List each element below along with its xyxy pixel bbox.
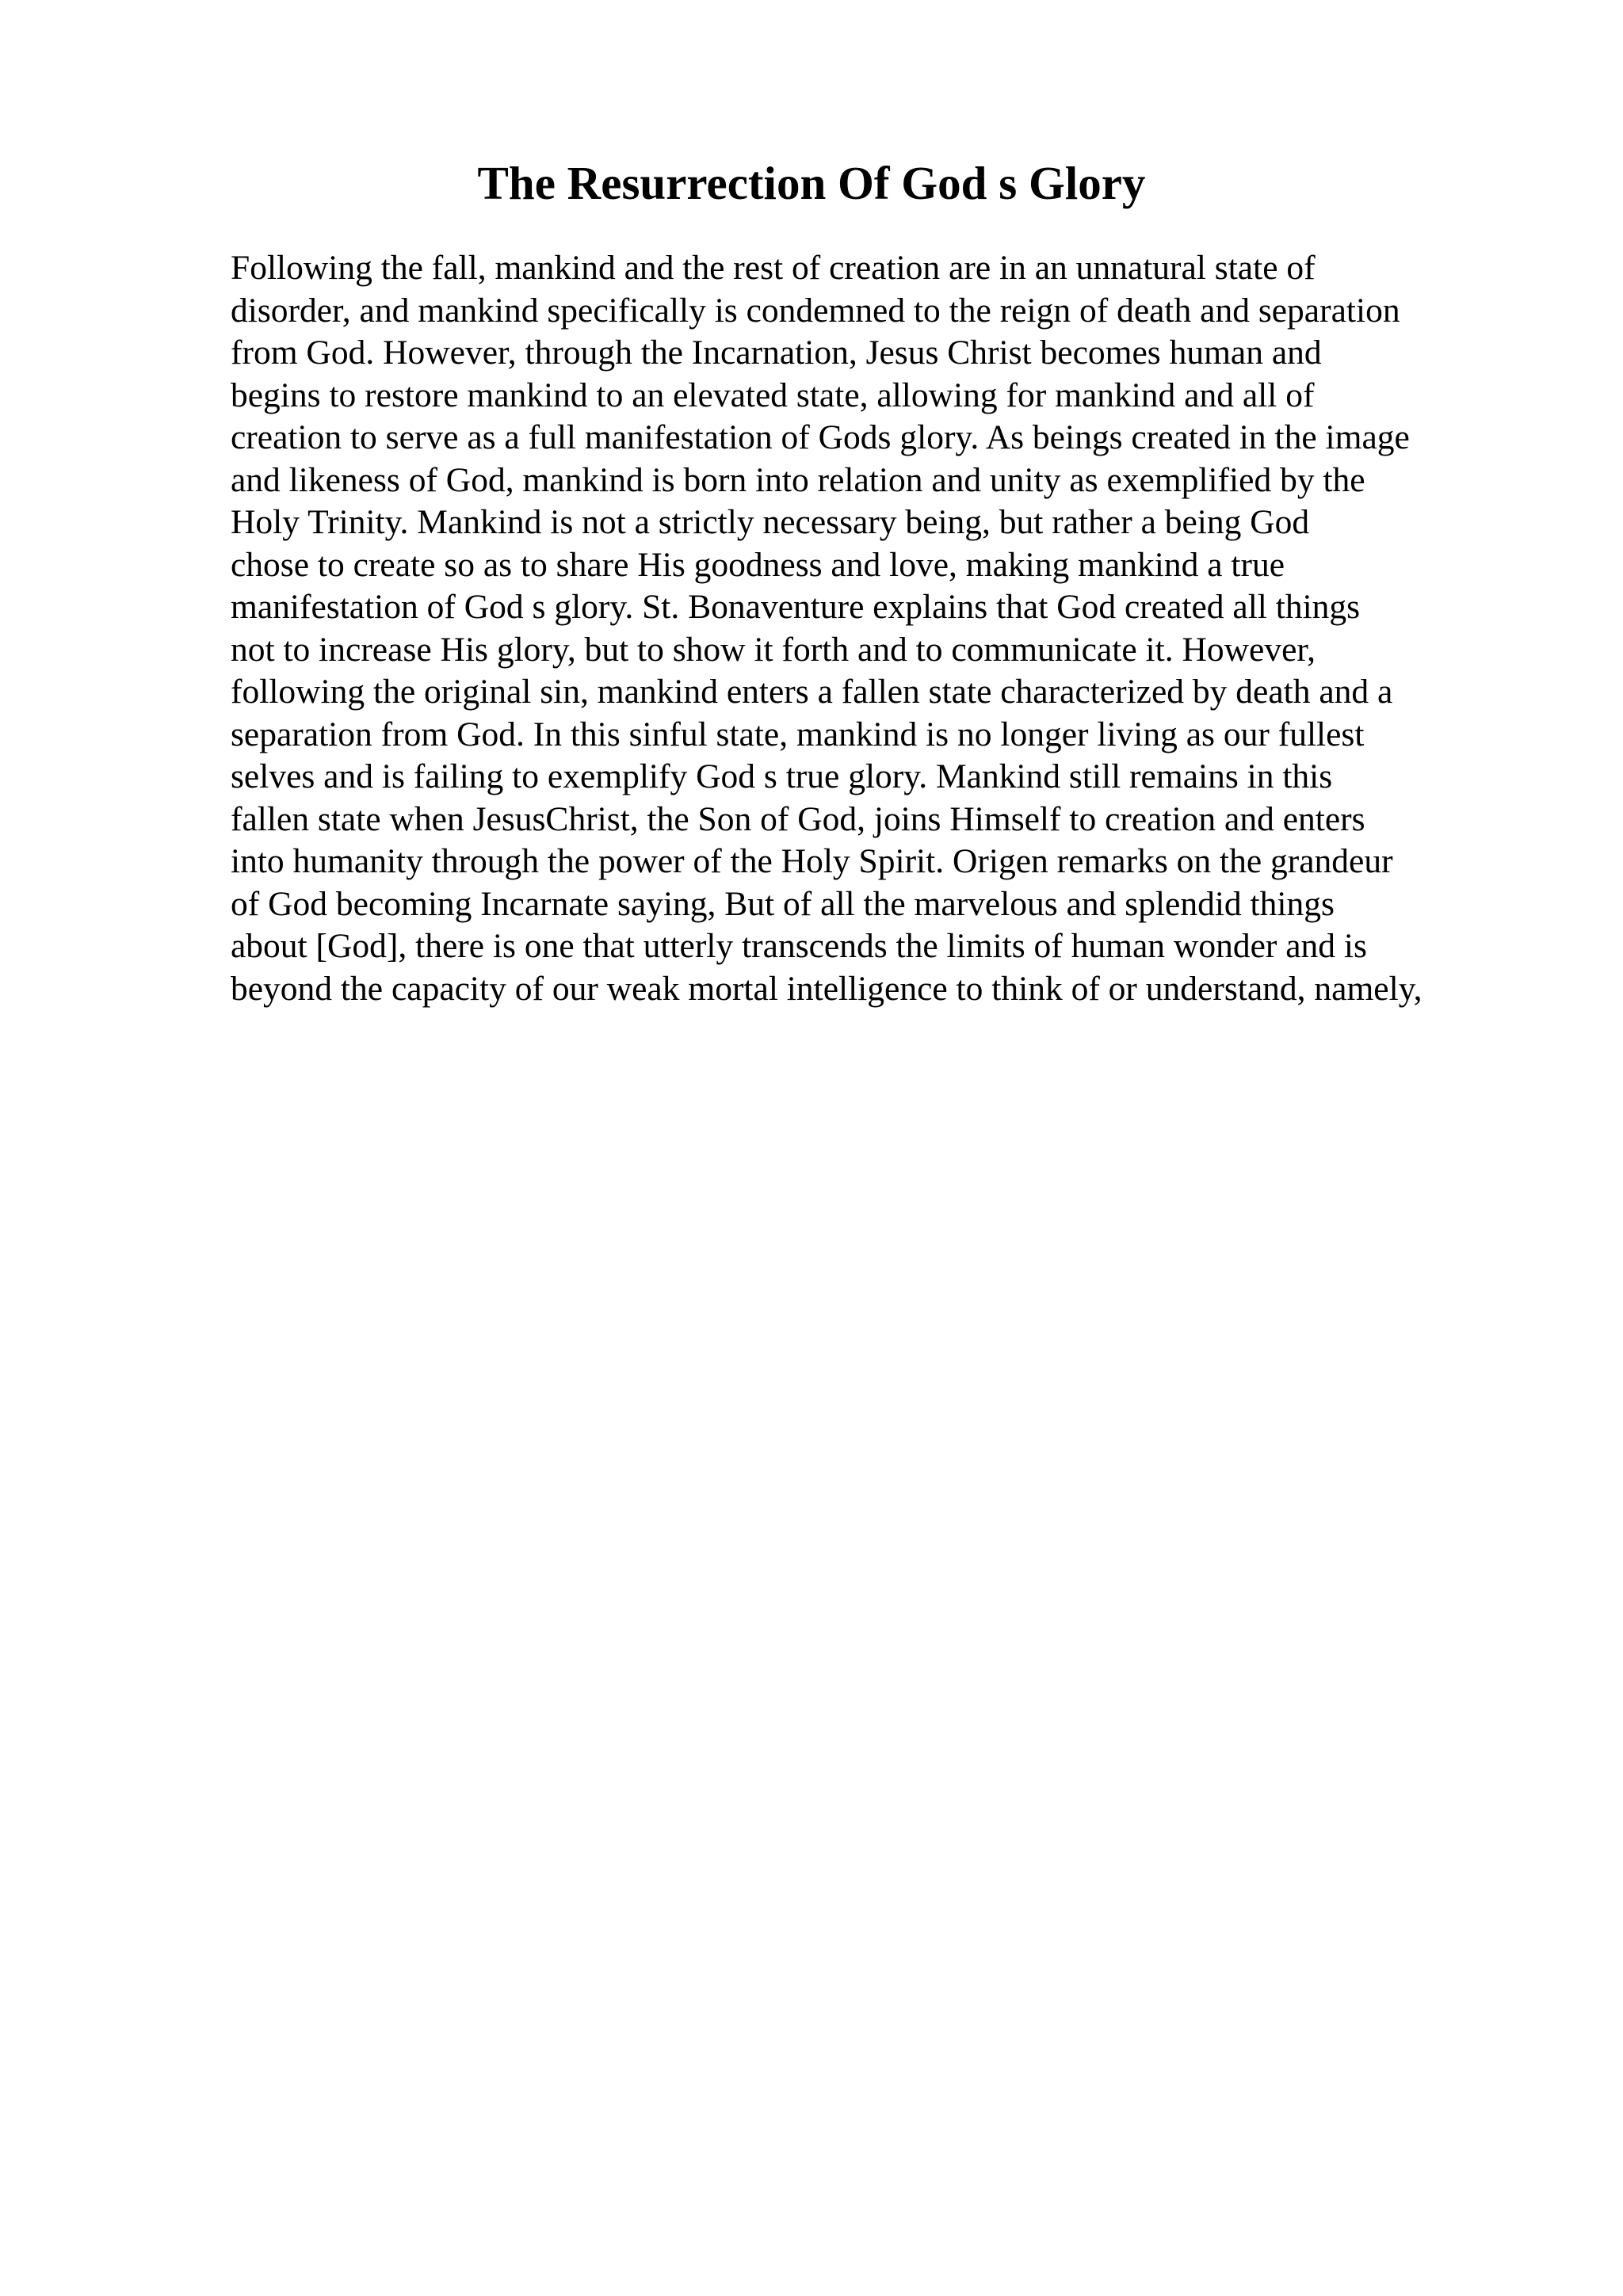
body-line: into humanity through the power of the Holy Spirit. Origen remarks on the grandeur: [231, 842, 1393, 880]
body-line: Following the fall, mankind and the rest of creation are in an unnatural state of: [231, 249, 1316, 287]
body-line: separation from God. In this sinful state, mankind is no longer living as our fullest: [231, 715, 1365, 753]
body-line: begins to restore mankind to an elevated state, allowing for mankind and all of: [231, 376, 1315, 414]
document-body: [231, 247, 1610, 1010]
body-line: about [God], there is one that utterly transcends the limits of human wonder and is: [231, 927, 1367, 965]
body-line: chose to create so as to share His goodness and love, making mankind a true: [231, 545, 1285, 584]
body-line: not to increase His glory, but to show it forth and to communicate it. However,: [231, 630, 1316, 669]
body-line: disorder, and mankind specifically is condemned to the reign of death and separation: [231, 291, 1400, 330]
body-line: Holy Trinity. Mankind is not a strictly necessary being, but rather a being God: [231, 503, 1310, 541]
body-line: of God becoming Incarnate saying, But of all the marvelous and splendid things: [231, 884, 1335, 923]
body-line: from God. However, through the Incarnation, Jesus Christ becomes human and: [231, 334, 1322, 372]
body-line: selves and is failing to exemplify God s true glory. Mankind still remains in this: [231, 757, 1333, 795]
body-line: manifestation of God s glory. St. Bonaventure explains that God created all things: [231, 588, 1361, 626]
body-line: beyond the capacity of our weak mortal intelligence to think of or understand, namely,: [231, 969, 1423, 1008]
body-line: following the original sin, mankind enters a fallen state characterized by death and a: [231, 673, 1393, 711]
body-line: and likeness of God, mankind is born into relation and unity as exemplified by the: [231, 460, 1365, 499]
document-title: The Resurrection Of God s Glory: [477, 157, 1146, 209]
body-line: fallen state when JesusChrist, the Son of God, joins Himself to creation and enters: [231, 799, 1365, 838]
body-line: creation to serve as a full manifestation of Gods glory. As beings created in the image: [231, 418, 1410, 456]
